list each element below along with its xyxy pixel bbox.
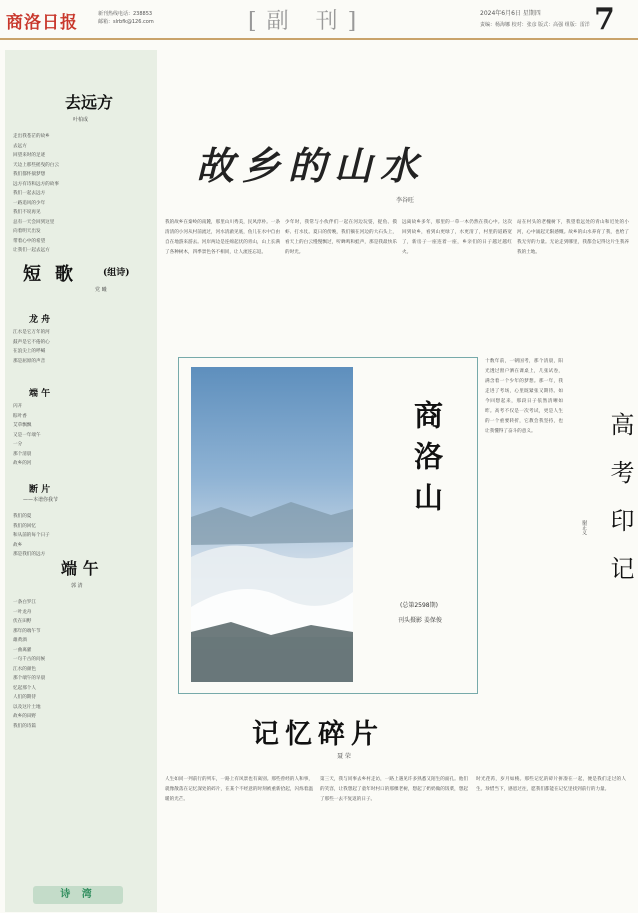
poem2-part2-text: 闪开 粽叶香 艾草飘飘 又是一年端午 一分 那个清晨 故乡的河 [13,404,41,466]
newspaper-logo: 商洛日报 [6,13,78,33]
article3-col2: 第三天，我与同事去乡村走访，一路上遇见许多熟悉又陌生的面孔。他们的笑容，让我想起了童年时村口的那棵老树，想起了奶奶做的饭菜，想起了那些一去不复返的日子。 [320,777,468,802]
article3-col3: 时光荏苒，岁月如梭。那些记忆的碎片拼凑在一起，便是我们走过的人生。珍惜当下，感恩过往，愿我们都能在记忆里找到前行的力量。 [476,777,626,792]
photo-title: 商洛山 [410,400,444,523]
poem2-part1-title: 龙 舟 [29,315,51,325]
article1-title: 故乡的山水 [196,143,427,188]
article2-author: 谢正义 [581,520,587,535]
article1-col3: 远离故乡多年，那里的一草一木仍然在我心中。这次回到故乡，看到山更绿了，水更清了，村里的道路宽了，新房子一座连着一座，乡亲们的日子越过越红火。 [402,220,512,255]
poem2-subtitle: (组诗) [103,268,130,278]
poem1-author: 叶柏成 [73,117,89,123]
mountain-photo [191,367,353,682]
poem1-title: 去远方 [65,93,114,112]
issue-date: 2024年6月6日 星期四 [480,10,541,17]
poem3-title: 端 午 [61,559,99,578]
poem1-text: 走出我苍茫的故乡 去远方 回望来时的足迹 天边上那些摇曳的白云 我们都怀揣梦想 远方有诗和远方的故事 我们一起去远方 一路追风的少年 我们不说再见 总有一天会回到这里 向着明天出发 带着心中的希望 让我们一起去远方 [13,134,59,253]
masthead [0,0,638,40]
article3-author: 聂 荣 [337,753,351,760]
poetry-sidebar [5,50,157,912]
email-text: 邮箱：slrbfk@126.com [98,19,154,25]
page-number: 7 [594,2,615,37]
poem3-author: 郭 清 [71,583,83,589]
poem2-part3-text: 我们的夏 我们的回忆 和从前的每个日子 故乡 那是我们的远方 [13,514,50,557]
article2-text: 十数年前，一朝国考，那个清晨，阳光透过窗户洒在课桌上，几张试卷，满含着一个少年的梦想。那一年，我走进了考场，心里既紧张又期待。如今回想起来，那段日子依然清晰如昨。高考不仅是一次考试，更是人生的一个重要转折，它教会我坚持，也让我懂得了奋斗的意义。 [485,359,563,434]
article1-author: 李谷旺 [396,197,415,204]
photo-credit: 刊头摄影 姜保俊 [398,617,442,624]
hotline-text: 新刊热线电话：238853 [98,11,153,17]
poem2-part2-title: 端 午 [29,389,51,399]
editor-credits: 责编：杨海娜 校对：张彦 版式：高强 组版：雷洋 [480,22,590,28]
article3-title: 记忆碎片 [252,719,384,750]
article3-col1: 人生如同一列前行的列车，一路上有风景也有离别。那些曾经的人和事，就像散落在记忆深处的碎片，在某个不经意的时刻被重新拾起，闪烁着温暖的光芒。 [165,777,313,802]
article1-col2: 少年时，我常与小伙伴们一起在河边玩耍，捉鱼、摸虾、打水仗。夏日的傍晚，我们躺在河边的大石头上，看天上的白云慢慢飘过，听蝉鸣和蛙声，那是我最快乐的时光。 [285,220,397,255]
poem2-title: 短歌 [23,264,87,285]
mountain-landscape-image [191,367,353,682]
article1-col1: 我的故乡在秦岭的南麓，那里山川秀美，民风淳朴。一条清清的小河从村前流过，河水清澈见底，鱼儿在水中自由自在地游来游去。河岸两边是连绵起伏的青山，山上长满了各种树木，四季景色各不相同，让人流连忘返。 [165,220,280,255]
photo-issue-caption: (总第2598期) [400,602,438,609]
poem2-part1-text: 江水是它万年的河 鼓声是它不倦的心 在浪尖上的呼喊 那是屈原的声音 [13,330,50,364]
section-title: [副 刊] [248,9,367,34]
sidebar-tag-label: 诗 湾 [60,889,96,900]
poem2-part3-subtitle: ——本谱你我节 [23,497,59,503]
poem2-part3-title: 断 片 [29,485,51,495]
article2-title: 高考印记 [606,412,634,604]
article1-col4: 站在村头的老槐树下，我望着远处的青山和近处的小河，心中涌起无限感慨。故乡的山水养育了我，也给了我无穷的力量。无论走到哪里，我都会记得这片生我养我的土地。 [517,220,629,255]
sidebar-tag-badge [33,886,123,904]
poem3-text: 一条白罗江 一叶龙舟 伏在田野 那年的端午节 雄黄酒 一曲离骚 一句千古的问候 江水的颜色 那个端午的早晨 忆起那个人 人们的期待 以及这片土地 故乡的田野 我们的诗篇 [13,600,46,729]
poem2-author: 党 曦 [95,287,107,293]
